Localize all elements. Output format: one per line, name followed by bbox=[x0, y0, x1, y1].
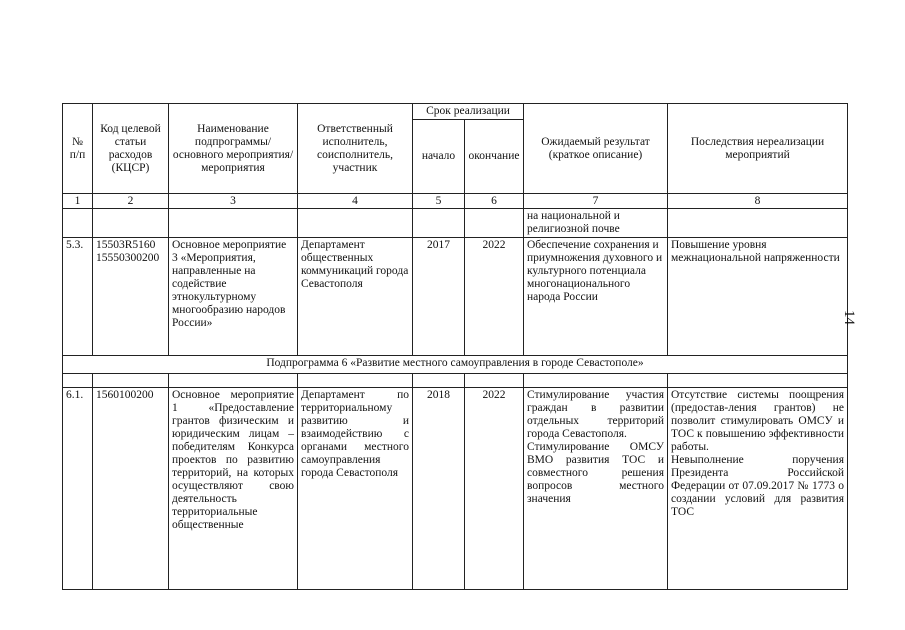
row-num: 6.1. bbox=[63, 388, 93, 590]
index-cell: 7 bbox=[524, 194, 668, 209]
row-num: 5.3. bbox=[63, 238, 93, 356]
row-code: 1560100200 bbox=[93, 388, 169, 590]
page-number: 14 bbox=[841, 310, 857, 325]
subprogram-row bbox=[63, 356, 848, 374]
row-code: 15503R5160 15550300200 bbox=[93, 238, 169, 356]
header-num: № п/п bbox=[63, 104, 93, 194]
consequence-paragraph: Отсутствие системы поощрения (предостав-ления грантов) не позволит стимулировать ОМСУ и ТОС к повышению эффективности работы. bbox=[671, 389, 844, 453]
header-name: Наименование подпрограммы/ основного мероприятия/ мероприятия bbox=[169, 104, 298, 194]
index-cell: 3 bbox=[169, 194, 298, 209]
index-cell: 8 bbox=[668, 194, 848, 209]
row-result bbox=[524, 388, 668, 590]
index-cell: 5 bbox=[413, 194, 465, 209]
index-row bbox=[63, 194, 848, 209]
row-result: Обеспечение сохранения и приумножения духовного и культурного потенциала многонационального народа России bbox=[524, 238, 668, 356]
consequence-paragraph: Невыполнение поручения Президента Российской Федерации от 07.09.2017 № 1773 о создании условий для развития ТОС bbox=[671, 454, 844, 518]
row-consequence bbox=[668, 388, 848, 590]
header-term: Срок реализации bbox=[413, 104, 524, 120]
row-executor: Департамент по территориальному развитию и взаимодействию с органами местного самоуправления города Севастополя bbox=[298, 388, 413, 590]
row-start: 2017 bbox=[413, 238, 465, 356]
row-end: 2022 bbox=[465, 388, 524, 590]
index-cell: 6 bbox=[465, 194, 524, 209]
carry-row bbox=[63, 209, 848, 238]
index-cell: 2 bbox=[93, 194, 169, 209]
result-paragraph: Стимулирование участия граждан в развитии отдельных территорий города Севастополя. bbox=[527, 389, 664, 440]
header-start: начало bbox=[413, 120, 465, 194]
index-cell: 1 bbox=[63, 194, 93, 209]
row-start: 2018 bbox=[413, 388, 465, 590]
subprogram-title: Подпрограмма 6 «Развитие местного самоуправления в городе Севастополе» bbox=[63, 356, 848, 374]
program-table bbox=[62, 103, 848, 590]
header-executor: Ответственный исполнитель, соисполнитель, участник bbox=[298, 104, 413, 194]
row-end: 2022 bbox=[465, 238, 524, 356]
row-name: Основное мероприятие 3 «Мероприятия, направленные на содействие этнокультурному многообразию народов России» bbox=[169, 238, 298, 356]
index-cell: 4 bbox=[298, 194, 413, 209]
table-row bbox=[63, 238, 848, 356]
row-consequence: Повышение уровня межнациональной напряженности bbox=[668, 238, 848, 356]
carry-result: на национальной и религиозной почве bbox=[524, 209, 668, 238]
result-paragraph: Стимулирование ОМСУ ВМО развития ТОС и совместного решения вопросов местного значения bbox=[527, 441, 664, 505]
header-end: окончание bbox=[465, 120, 524, 194]
header-code: Код целевой статьи расходов (КЦСР) bbox=[93, 104, 169, 194]
header-consequence: Последствия нереализации мероприятий bbox=[668, 104, 848, 194]
row-name: Основное мероприятие 1 «Предоставление грантов физическим и юридическим лицам – победителям Конкурса проектов по развитию территорий, на которых осуществляют свою деятельность территориальные общественные bbox=[169, 388, 298, 590]
row-executor: Департамент общественных коммуникаций города Севастополя bbox=[298, 238, 413, 356]
header-result: Ожидаемый результат (краткое описание) bbox=[524, 104, 668, 194]
table-row bbox=[63, 388, 848, 590]
